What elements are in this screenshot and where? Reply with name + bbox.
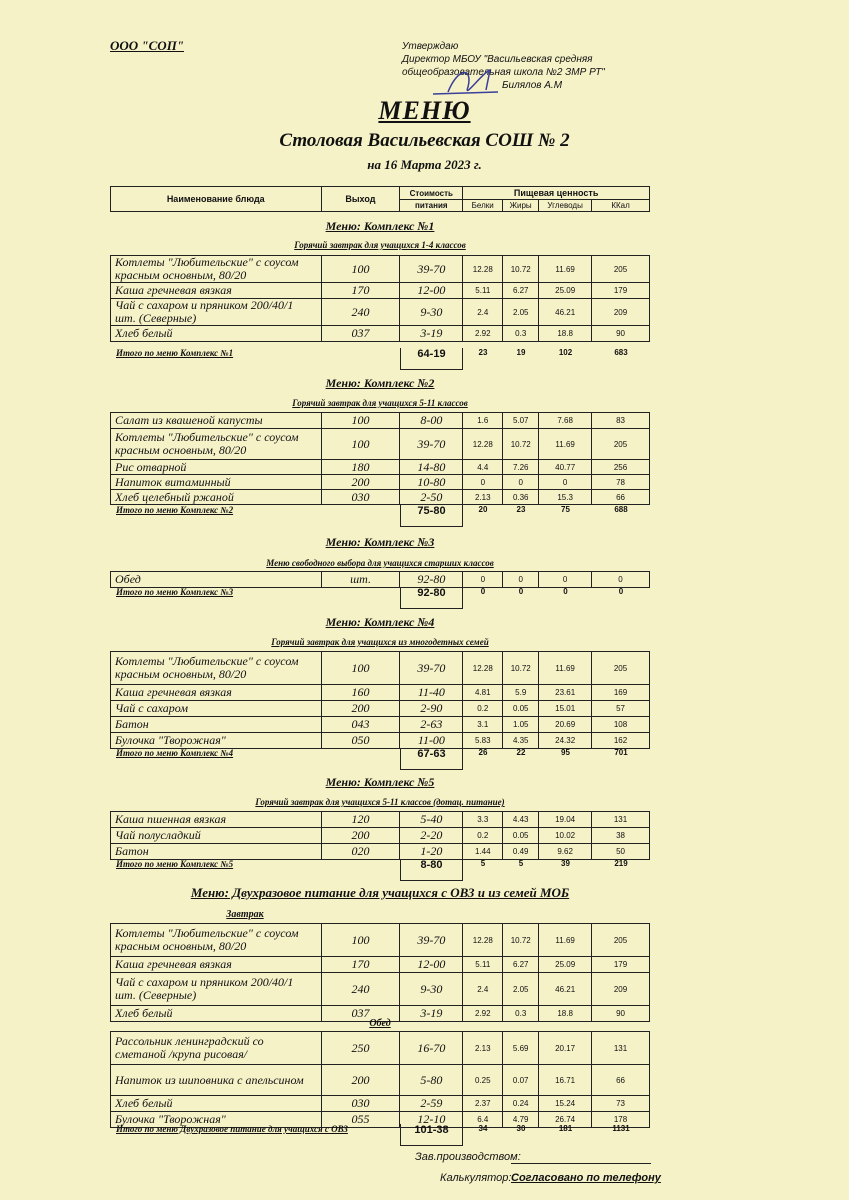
total-kcal: 0 — [618, 587, 624, 596]
dish-kcal: 108 — [592, 717, 650, 733]
dish-protein: 2.92 — [463, 326, 503, 342]
total-fat: 22 — [516, 748, 526, 757]
col-protein: Белки — [463, 200, 503, 212]
dish-fat: 10.72 — [503, 429, 539, 460]
table-row — [111, 429, 650, 460]
dish-protein: 2.13 — [463, 490, 503, 505]
dish-kcal: 205 — [592, 924, 650, 957]
table-row — [111, 299, 650, 326]
dish-kcal: 209 — [592, 299, 650, 326]
dish-carbs: 11.69 — [539, 652, 592, 685]
approval-line-3: общеобразовательная школа №2 ЗМР РТ" — [402, 67, 605, 78]
menu-table — [110, 412, 650, 505]
dish-yield: 100 — [321, 652, 400, 685]
menu-header-table — [110, 186, 650, 212]
director-name: Билялов А.М — [502, 80, 563, 91]
total-carbs: 102 — [558, 348, 573, 357]
dish-name: Батон — [111, 717, 322, 733]
dish-name: Напиток из шиповника с апельсином — [111, 1065, 322, 1096]
dish-cost: 2-50 — [400, 490, 463, 505]
dish-protein: 0 — [463, 475, 503, 490]
dish-fat: 6.27 — [503, 957, 539, 973]
dish-protein: 12.28 — [463, 256, 503, 283]
dish-carbs: 40.77 — [539, 460, 592, 475]
table-row — [111, 844, 650, 860]
approval-line-2: Директор МБОУ "Васильевская средняя — [402, 54, 593, 65]
dish-protein: 3.3 — [463, 812, 503, 828]
section-subtitle: Горячий завтрак для учащихся 1-4 классов — [294, 240, 466, 250]
total-carbs: 181 — [558, 1124, 573, 1133]
dish-cost: 2-20 — [400, 828, 463, 844]
dish-cost: 10-80 — [400, 475, 463, 490]
total-carbs: 75 — [561, 505, 570, 514]
section-total — [110, 1124, 650, 1146]
table-row — [111, 413, 650, 429]
menu-table — [110, 1031, 650, 1128]
dish-fat: 0.36 — [503, 490, 539, 505]
total-kcal: 1131 — [612, 1124, 630, 1133]
dish-name: Котлеты "Любительские" с соусом красным основным, 80/20 — [111, 429, 322, 460]
dish-name: Хлеб белый — [111, 1096, 322, 1112]
approval-line-1: Утверждаю — [402, 41, 459, 52]
dish-protein: 5.11 — [463, 957, 503, 973]
dish-protein: 1.44 — [463, 844, 503, 860]
calculator-value: Согласовано по телефону — [511, 1172, 661, 1184]
page-title: МЕНЮ — [378, 96, 471, 125]
dish-yield: 037 — [321, 326, 400, 342]
dish-kcal: 209 — [592, 973, 650, 1006]
dish-carbs: 25.09 — [539, 957, 592, 973]
dish-kcal: 179 — [592, 957, 650, 973]
dish-carbs: 11.69 — [539, 429, 592, 460]
dish-fat: 0.49 — [503, 844, 539, 860]
table-row — [111, 924, 650, 957]
dish-name: Рис отварной — [111, 460, 322, 475]
section-total — [110, 859, 650, 881]
total-fat: 19 — [516, 348, 526, 357]
table-row — [111, 460, 650, 475]
dish-fat: 5.07 — [503, 413, 539, 429]
dish-cost: 92-80 — [400, 572, 463, 588]
total-carbs: 0 — [563, 587, 568, 596]
dish-carbs: 11.69 — [539, 256, 592, 283]
col-yield: Выход — [321, 187, 400, 212]
dish-yield: 170 — [321, 957, 400, 973]
total-label: Итого по меню Комплекс №1 — [116, 348, 234, 358]
section-total — [110, 505, 650, 527]
dish-fat: 0 — [503, 475, 539, 490]
dish-yield: 120 — [321, 812, 400, 828]
dish-protein: 0.2 — [463, 701, 503, 717]
dish-protein: 1.6 — [463, 413, 503, 429]
dish-cost: 5-80 — [400, 1065, 463, 1096]
dish-yield: 160 — [321, 685, 400, 701]
dish-fat: 6.27 — [503, 283, 539, 299]
dish-carbs: 9.62 — [539, 844, 592, 860]
section-subtitle: Горячий завтрак для учащихся из многодетных семей — [271, 637, 489, 647]
dish-name: Хлеб белый — [111, 1006, 322, 1022]
dish-name: Рассольник ленинградский со сметаной /крупа рисовая/ — [111, 1032, 322, 1065]
section-subtitle: Горячий завтрак для учащихся 5-11 классов — [292, 398, 468, 408]
dish-kcal: 38 — [592, 828, 650, 844]
dish-cost: 39-70 — [400, 652, 463, 685]
total-label: Итого по меню Комплекс №4 — [116, 748, 234, 758]
dish-fat: 0.05 — [503, 701, 539, 717]
dish-yield: 030 — [321, 1096, 400, 1112]
total-label: Итого по меню Двухразовое питание для учащихся с ОВЗ — [116, 1124, 348, 1134]
dish-yield: 100 — [321, 256, 400, 283]
dish-carbs: 15.3 — [539, 490, 592, 505]
menu-table — [110, 571, 650, 588]
organization-name: ООО "СОП" — [110, 38, 185, 53]
dish-protein: 2.92 — [463, 1006, 503, 1022]
dish-cost: 39-70 — [400, 924, 463, 957]
dish-kcal: 205 — [592, 652, 650, 685]
dish-cost: 14-80 — [400, 460, 463, 475]
dish-fat: 5.69 — [503, 1032, 539, 1065]
dish-carbs: 15.24 — [539, 1096, 592, 1112]
col-carbs: Углеводы — [539, 200, 592, 212]
total-cost: 92-80 — [400, 587, 463, 609]
table-row — [111, 475, 650, 490]
table-row — [111, 256, 650, 283]
dish-carbs: 18.8 — [539, 326, 592, 342]
dish-name: Каша гречневая вязкая — [111, 283, 322, 299]
total-carbs: 95 — [561, 748, 570, 757]
dish-name: Хлеб белый — [111, 326, 322, 342]
menu-table — [110, 923, 650, 1022]
dish-cost: 12-00 — [400, 957, 463, 973]
total-kcal: 683 — [614, 348, 628, 357]
dish-yield: 200 — [321, 475, 400, 490]
dish-kcal: 0 — [592, 572, 650, 588]
dish-protein: 5.11 — [463, 283, 503, 299]
total-protein: 26 — [478, 748, 488, 757]
dish-name: Котлеты "Любительские" с соусом красным основным, 80/20 — [111, 256, 322, 283]
dish-carbs: 25.09 — [539, 283, 592, 299]
total-protein: 20 — [478, 505, 488, 514]
total-cost: 75-80 — [400, 505, 463, 527]
total-cost: 8-80 — [400, 859, 463, 881]
breakfast-label: Завтрак — [226, 909, 264, 920]
dish-fat: 5.9 — [503, 685, 539, 701]
dish-name: Батон — [111, 844, 322, 860]
dish-protein: 12.28 — [463, 652, 503, 685]
total-kcal: 219 — [614, 859, 628, 868]
dish-kcal: 205 — [592, 429, 650, 460]
dish-fat: 0.3 — [503, 326, 539, 342]
dish-fat: 4.79 — [503, 1112, 539, 1128]
dish-protein: 0.2 — [463, 828, 503, 844]
table-row — [111, 490, 650, 505]
dish-cost: 39-70 — [400, 429, 463, 460]
dish-yield: 200 — [321, 701, 400, 717]
dish-yield: 020 — [321, 844, 400, 860]
total-protein: 5 — [480, 859, 486, 868]
dish-protein: 4.81 — [463, 685, 503, 701]
dish-yield: 100 — [321, 924, 400, 957]
dish-yield: 240 — [321, 973, 400, 1006]
table-row — [111, 283, 650, 299]
dish-protein: 2.4 — [463, 973, 503, 1006]
dish-protein: 12.28 — [463, 429, 503, 460]
section-total — [110, 348, 650, 370]
dish-fat: 2.05 — [503, 299, 539, 326]
dish-carbs: 20.69 — [539, 717, 592, 733]
dish-kcal: 90 — [592, 326, 650, 342]
dish-name: Каша гречневая вязкая — [111, 957, 322, 973]
dish-name: Напиток витаминный — [111, 475, 322, 490]
table-row — [111, 957, 650, 973]
table-row — [111, 733, 650, 749]
total-protein: 23 — [478, 348, 488, 357]
dish-name: Чай полусладкий — [111, 828, 322, 844]
total-label: Итого по меню Комплекс №5 — [116, 859, 234, 869]
dish-kcal: 73 — [592, 1096, 650, 1112]
dish-yield: 055 — [321, 1112, 400, 1128]
dish-yield: 050 — [321, 733, 400, 749]
dish-carbs: 46.21 — [539, 299, 592, 326]
dish-yield: 180 — [321, 460, 400, 475]
dish-cost: 11-40 — [400, 685, 463, 701]
dish-fat: 7.26 — [503, 460, 539, 475]
col-kcal: ККал — [592, 200, 650, 212]
dish-yield: шт. — [321, 572, 400, 588]
total-cost: 67-63 — [400, 748, 463, 770]
section-title: Меню: Комплекс №3 — [325, 535, 435, 549]
menu-date: на 16 Марта 2023 г. — [367, 157, 482, 172]
total-kcal: 688 — [614, 505, 628, 514]
dish-fat: 4.35 — [503, 733, 539, 749]
dish-cost: 9-30 — [400, 973, 463, 1006]
calculator-label: Калькулятор: — [440, 1172, 512, 1184]
col-fat: Жиры — [503, 200, 539, 212]
dish-protein: 4.4 — [463, 460, 503, 475]
head-chef-signature-line — [511, 1163, 651, 1164]
menu-table — [110, 651, 650, 749]
dish-name: Каша гречневая вязкая — [111, 685, 322, 701]
section-title: Меню: Комплекс №1 — [325, 219, 435, 233]
total-label: Итого по меню Комплекс №2 — [116, 505, 234, 515]
section-total — [110, 748, 650, 770]
head-chef-label: Зав.производством: — [415, 1151, 521, 1163]
dish-protein: 2.4 — [463, 299, 503, 326]
dish-carbs: 11.69 — [539, 924, 592, 957]
table-row — [111, 1032, 650, 1065]
dish-yield: 043 — [321, 717, 400, 733]
dish-yield: 170 — [321, 283, 400, 299]
dish-cost: 2-63 — [400, 717, 463, 733]
dish-yield: 200 — [321, 828, 400, 844]
dish-kcal: 50 — [592, 844, 650, 860]
dish-yield: 030 — [321, 490, 400, 505]
dish-name: Чай с сахаром и пряником 200/40/1 шт. (Северные) — [111, 973, 322, 1006]
dish-protein: 3.1 — [463, 717, 503, 733]
dish-protein: 12.28 — [463, 924, 503, 957]
total-protein: 0 — [480, 587, 486, 596]
dish-name: Чай с сахаром — [111, 701, 322, 717]
section-subtitle: Горячий завтрак для учащихся 5-11 классов (дотац. питание) — [255, 797, 505, 807]
table-row — [111, 1065, 650, 1096]
table-row — [111, 701, 650, 717]
dish-carbs: 10.02 — [539, 828, 592, 844]
dish-cost: 8-00 — [400, 413, 463, 429]
section-title: Меню: Комплекс №2 — [325, 376, 435, 390]
dish-fat: 0.3 — [503, 1006, 539, 1022]
dish-carbs: 15.01 — [539, 701, 592, 717]
table-row — [111, 1096, 650, 1112]
section-total — [110, 587, 650, 609]
section-title: Меню: Комплекс №4 — [325, 615, 435, 629]
dish-yield: 100 — [321, 429, 400, 460]
dish-protein: 6.4 — [463, 1112, 503, 1128]
dish-yield: 200 — [321, 1065, 400, 1096]
dish-carbs: 20.17 — [539, 1032, 592, 1065]
dish-fat: 10.72 — [503, 256, 539, 283]
table-row — [111, 973, 650, 1006]
total-protein: 34 — [478, 1124, 488, 1133]
dish-protein: 0 — [463, 572, 503, 588]
dish-kcal: 179 — [592, 283, 650, 299]
table-row — [111, 685, 650, 701]
dish-name: Хлеб целебный ржаной — [111, 490, 322, 505]
dish-fat: 10.72 — [503, 652, 539, 685]
dish-kcal: 256 — [592, 460, 650, 475]
dish-protein: 5.83 — [463, 733, 503, 749]
menu-table — [110, 255, 650, 342]
table-row — [111, 717, 650, 733]
dish-fat: 10.72 — [503, 924, 539, 957]
section-title: Меню: Комплекс №5 — [325, 775, 435, 789]
lunch-label: Обед — [369, 1018, 391, 1029]
dish-kcal: 66 — [592, 490, 650, 505]
dish-kcal: 205 — [592, 256, 650, 283]
total-fat: 30 — [516, 1124, 526, 1133]
col-dish: Наименование блюда — [111, 187, 322, 212]
dish-name: Котлеты "Любительские" с соусом красным основным, 80/20 — [111, 652, 322, 685]
dish-cost: 11-00 — [400, 733, 463, 749]
dish-carbs: 23.61 — [539, 685, 592, 701]
dish-cost: 12-10 — [400, 1112, 463, 1128]
total-carbs: 39 — [561, 859, 570, 868]
menu-table — [110, 811, 650, 860]
dish-cost: 16-70 — [400, 1032, 463, 1065]
dish-fat: 0 — [503, 572, 539, 588]
canteen-name: Столовая Васильевская СОШ № 2 — [279, 130, 570, 151]
col-cost-1: Стоимость — [400, 187, 463, 200]
dish-cost: 1-20 — [400, 844, 463, 860]
dish-kcal: 169 — [592, 685, 650, 701]
dish-kcal: 66 — [592, 1065, 650, 1096]
dish-cost: 2-59 — [400, 1096, 463, 1112]
col-cost-2: питания — [400, 200, 463, 212]
table-row — [111, 828, 650, 844]
total-fat: 5 — [518, 859, 524, 868]
dish-carbs: 16.71 — [539, 1065, 592, 1096]
dish-fat: 0.07 — [503, 1065, 539, 1096]
dish-cost: 3-19 — [400, 326, 463, 342]
table-row — [111, 652, 650, 685]
dish-cost: 9-30 — [400, 299, 463, 326]
dish-carbs: 26.74 — [539, 1112, 592, 1128]
dish-carbs: 46.21 — [539, 973, 592, 1006]
total-kcal: 701 — [614, 748, 628, 757]
dish-name: Каша пшенная вязкая — [111, 812, 322, 828]
table-row — [111, 326, 650, 342]
dish-carbs: 18.8 — [539, 1006, 592, 1022]
col-nutrition: Пищевая ценность — [463, 187, 650, 200]
dish-yield: 240 — [321, 299, 400, 326]
dish-name: Булочка "Творожная" — [111, 1112, 322, 1128]
dish-name: Котлеты "Любительские" с соусом красным основным, 80/20 — [111, 924, 322, 957]
total-cost: 64-19 — [400, 348, 463, 370]
ovz-section-title: Меню: Двухразовое питание для учащихся с ОВЗ и из семей МОБ — [190, 885, 570, 900]
dish-kcal: 178 — [592, 1112, 650, 1128]
dish-carbs: 24.32 — [539, 733, 592, 749]
dish-carbs: 7.68 — [539, 413, 592, 429]
total-label: Итого по меню Комплекс №3 — [116, 587, 234, 597]
dish-fat: 0.24 — [503, 1096, 539, 1112]
dish-kcal: 83 — [592, 413, 650, 429]
dish-yield: 100 — [321, 413, 400, 429]
dish-protein: 0.25 — [463, 1065, 503, 1096]
total-fat: 23 — [516, 505, 526, 514]
dish-fat: 0.05 — [503, 828, 539, 844]
dish-cost: 5-40 — [400, 812, 463, 828]
dish-cost: 2-90 — [400, 701, 463, 717]
section-subtitle: Меню свободного выбора для учащихся старших классов — [266, 558, 494, 568]
dish-protein: 2.13 — [463, 1032, 503, 1065]
dish-cost: 12-00 — [400, 283, 463, 299]
dish-name: Салат из квашеной капусты — [111, 413, 322, 429]
dish-kcal: 131 — [592, 1032, 650, 1065]
dish-yield: 250 — [321, 1032, 400, 1065]
dish-carbs: 19.04 — [539, 812, 592, 828]
dish-carbs: 0 — [539, 572, 592, 588]
table-row — [111, 572, 650, 588]
dish-fat: 4.43 — [503, 812, 539, 828]
total-fat: 0 — [518, 587, 524, 596]
table-row — [111, 812, 650, 828]
dish-kcal: 78 — [592, 475, 650, 490]
dish-kcal: 57 — [592, 701, 650, 717]
dish-yield: 037 — [321, 1006, 400, 1022]
dish-name: Булочка "Творожная" — [111, 733, 322, 749]
dish-fat: 2.05 — [503, 973, 539, 1006]
dish-name: Чай с сахаром и пряником 200/40/1 шт. (Северные) — [111, 299, 322, 326]
dish-carbs: 0 — [539, 475, 592, 490]
dish-kcal: 131 — [592, 812, 650, 828]
dish-kcal: 90 — [592, 1006, 650, 1022]
dish-cost: 3-19 — [400, 1006, 463, 1022]
dish-fat: 1.05 — [503, 717, 539, 733]
dish-cost: 39-70 — [400, 256, 463, 283]
total-cost: 101-38 — [400, 1124, 463, 1146]
dish-protein: 2.37 — [463, 1096, 503, 1112]
dish-name: Обед — [111, 572, 322, 588]
dish-kcal: 162 — [592, 733, 650, 749]
